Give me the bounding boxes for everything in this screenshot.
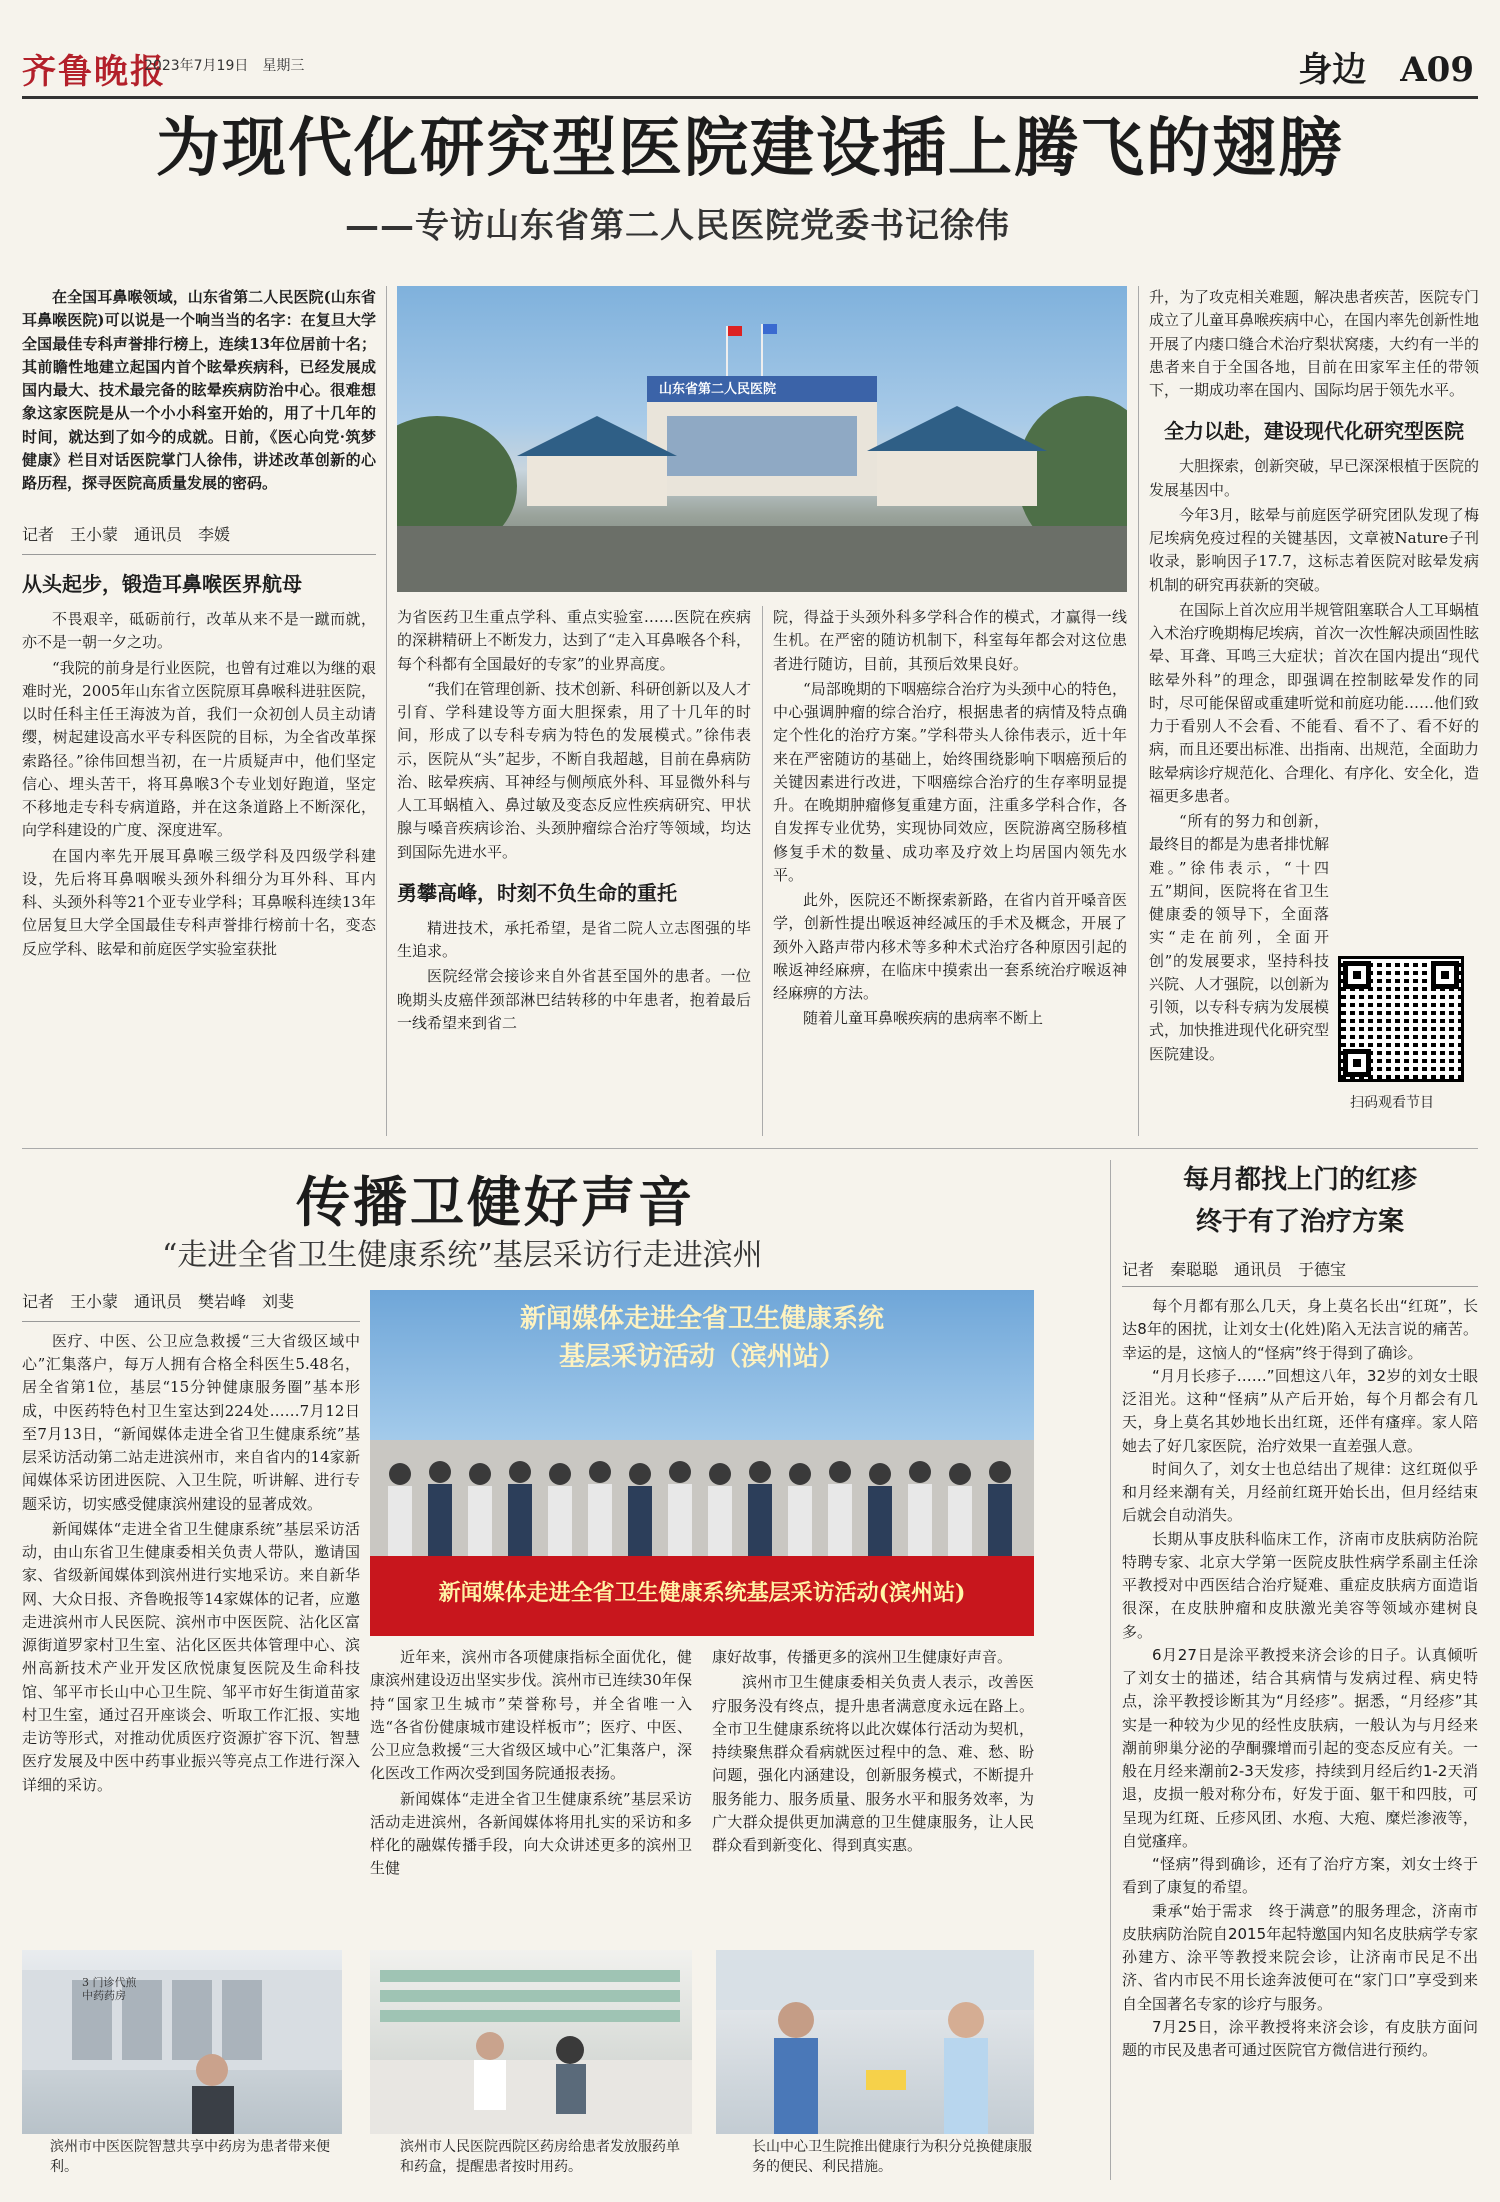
sidebar-paragraph: 秉承“始于需求 终于满意”的服务理念，济南市皮肤病防治院自2015年起特邀国内知名皮肤病学专家孙建方、涂平等教授来院会诊，让济南市民足不出济、省内市民不用长途奔波便可在“家门口”享受到来自全国著名专家的诊疗与服务。	[1122, 1901, 1478, 2013]
article1-byline: 记者 王小蒙 通讯员 李媛	[22, 517, 376, 555]
masthead-date: 2023年7月19日 星期三	[144, 58, 305, 74]
group-photo-banner-subtitle: 基层采访活动（滨州站）	[558, 1342, 845, 1372]
sidebar-paragraph: 每个月都有那么几天，身上莫名长出“红斑”，长达8年的困扰，让刘女士(化姓)陷入无法言说的痛苦。幸运的是，这恼人的“怪病”终于得到了确诊。	[1122, 1297, 1478, 1362]
article2-byline: 记者 王小蒙 通讯员 樊岩峰 刘斐	[22, 1284, 360, 1322]
article1-headline: 为现代化研究型医院建设插上腾飞的翅膀	[156, 111, 1344, 186]
bottom-photo-3-caption: 长山中心卫生院推出健康行为积分兑换健康服务的便民、利民措施。	[752, 2139, 1032, 2175]
article2-paragraph: 康好故事，传播更多的滨州卫生健康好声音。	[712, 1648, 1013, 1666]
column-divider	[1138, 286, 1139, 1136]
article1-paragraph: “局部晚期的下咽癌综合治疗为头颈中心的特色，中心强调肿瘤的综合治疗，根据患者的病情及特点确定个性化的治疗方案。”学科带头人徐伟表示，近十年来在严密随访的基础上，始终围绕影响下咽癌预后的关键因素进行改进，下咽癌综合治疗的生存率明显提升。在晚期肿瘤修复重建方面，注重多学科合作，各自发挥专业优势，实现协同效应，医院游离空肠移植修复手术的数量、成功率及疗效上均居国内领先水平。	[773, 679, 1127, 884]
article1-col2	[397, 606, 751, 1037]
article2-paragraph: 新闻媒体“走进全省卫生健康系统”基层采访活动，由山东省卫生健康委相关负责人带队，邀请国家、省级新闻媒体到滨州进行实地采访。来自新华网、大众日报、齐鲁晚报等14家媒体的记者，应邀走进滨州市人民医院、滨州市中医医院、沾化区富源街道罗家村卫生室、沾化区医共体管理中心、滨州高新技术产业开发区欣悦康复医院及生命科技馆、邹平市长山中心卫生院、邹平市好生街道苗家村卫生室，通过召开座谈会、听取工作汇报、实地走访等形式，对推动优质医疗资源扩容下沉、智慧医疗发展及中医中药事业振兴等亮点工作进行深入详细的采访。	[22, 1519, 360, 1794]
masthead-rule	[22, 96, 1478, 99]
article2-paragraph: 新闻媒体“走进全省卫生健康系统”基层采访活动走进滨州，各新闻媒体将用扎实的采访和多样化的融媒传播手段，向大众讲述更多的滨州卫生健	[370, 1789, 692, 1878]
bottom-photo-3	[716, 1950, 1034, 2134]
article1-paragraph: 今年3月，眩晕与前庭医学研究团队发现了梅尼埃病免疫过程的关键基因，文章被Nature子刊收录，影响因子17.7，这标志着医院对眩晕发病机制的研究再获新的突破。	[1149, 505, 1479, 594]
article2-col3	[712, 1646, 1034, 1859]
column-divider	[762, 606, 763, 1136]
sidebar-paragraph: 7月25日，涂平教授将来济会诊，有皮肤方面问题的市民及患者可通过医院官方微信进行预约。	[1122, 2017, 1478, 2060]
article1-section2-title: 勇攀高峰，时刻不负生命的重托	[397, 880, 677, 905]
article2-col1	[22, 1284, 360, 1799]
hospital-photo	[397, 286, 1127, 592]
sidebar-paragraph: “怪病”得到确诊，还有了治疗方案，刘女士终于看到了康复的希望。	[1122, 1855, 1478, 1897]
pharmacy-sign: 3 门诊代煎 中药药房	[82, 1976, 137, 2003]
group-people	[370, 1440, 1034, 1560]
article1-lead: 在全国耳鼻喉领域，山东省第二人民医院(山东省耳鼻喉医院)可以说是一个响当当的名字：在复旦大学全国最佳专科声誉排行榜上，连续13年位居前十名；其前瞻性地建立起国内首个眩晕疾病科，已经发展成国内最大、技术最完备的眩晕疾病防治中心。很难想象这家医院是从一个小小科室开始的，用了十几年的时间，就达到了如今的成就。日前，《医心向党·筑梦健康》栏目对话医院掌门人徐伟，讲述改革创新的心路历程，探寻医院高质量发展的密码。	[22, 288, 376, 492]
article1-subhead: ——专访山东省第二人民医院党委书记徐伟	[345, 206, 1010, 246]
article1-paragraph: 医院经常会接诊来自外省甚至国外的患者。一位晚期头皮癌伴颈部淋巴结转移的中年患者，抱着最后一线希望来到省二	[397, 967, 751, 1032]
bottom-photo-2-caption: 滨州市人民医院西院区药房给患者发放服药单和药盒，提醒患者按时用药。	[400, 2139, 680, 2175]
sidebar-paragraph: 时间久了，刘女士也总结出了规律：这红斑似乎和月经来潮有关，月经前红斑开始长出，但月经结束后就会自动消失。	[1122, 1459, 1478, 1525]
article2-col2	[370, 1646, 692, 1883]
bottom-photo-1-caption: 滨州市中医医院智慧共享中药房为患者带来便利。	[50, 2139, 330, 2175]
article2-subtitle: “走进全省卫生健康系统”基层采访行走进滨州	[162, 1238, 763, 1273]
hospital-sign: 山东省第二人民医院	[659, 382, 777, 397]
bottom-photo-1	[22, 1950, 342, 2134]
column-divider	[386, 286, 387, 1136]
red-banner-text: 新闻媒体走进全省卫生健康系统基层采访活动(滨州站)	[438, 1580, 966, 1606]
article1-col3	[773, 606, 1127, 1033]
article1-paragraph: 随着儿童耳鼻喉疾病的患病率不断上	[803, 1009, 1044, 1028]
article1-col4	[1149, 286, 1479, 1068]
sidebar-byline: 记者 秦聪聪 通讯员 于德宝	[1122, 1251, 1478, 1287]
sidebar-title-line2: 终于有了治疗方案	[1195, 1206, 1404, 1237]
hospital-building-illustration	[397, 286, 1127, 592]
article1-paragraph: 升，为了攻克相关难题，解决患者疾苦，医院专门成立了儿童耳鼻喉疾病中心，在国内率先创新性地开展了内瘘口缝合术治疗梨状窝瘘，大约有一半的患者来自于全国各地，目前在田家军主任的带领下，一期成功率在国内、国际均居于领先水平。	[1149, 288, 1480, 399]
article1-section1-title: 从头起步，锻造耳鼻喉医界航母	[22, 572, 302, 597]
article1-paragraph: “我院的前身是行业医院，也曾有过难以为继的艰难时光，2005年山东省立医院原耳鼻喉科进驻医院，以时任科主任王海波为首，我们一众初创人员主动请缨，树起建设高水平专科医院的目标，为全省改革探索路径。”徐伟回想当初，在一片质疑声中，他们坚定信心、埋头苦干，将耳鼻喉3个专业划好跑道，坚定不移地走专科专病道路，并在这条道路上不断深化，向学科建设的广度、深度进军。	[22, 658, 376, 840]
health-center-illustration	[716, 1950, 1034, 2134]
article1-paragraph: 不畏艰辛，砥砺前行，改革从来不是一蹴而就，亦不是一朝一夕之功。	[22, 610, 376, 652]
article1-paragraph: 此外，医院还不断探索新路，在省内首开嗓音医学，创新性提出喉返神经减压的手术及概念，开展了颈外入路声带内移术等多种术式治疗各种原因引起的喉返神经麻痹，在临床中摸索出一套系统治疗喉返神经麻痹的方法。	[773, 891, 1127, 1002]
masthead-logo: 齐鲁晚报	[22, 52, 166, 92]
bottom-photo-2	[370, 1950, 692, 2134]
article2-paragraph: 滨州市卫生健康委相关负责人表示，改善医疗服务没有终点，提升患者满意度永远在路上。全市卫生健康系统将以此次媒体行活动为契机，持续聚焦群众看病就医过程中的急、难、愁、盼问题，强化内涵建设，创新服务模式，不断提升服务能力、服务质量、服务水平和服务效率，为广大群众提供更加满意的卫生健康服务，让人民群众看到新变化、得到真实惠。	[712, 1673, 1034, 1854]
group-photo-banner-title: 新闻媒体走进全省卫生健康系统	[519, 1304, 884, 1334]
page-number: 身边 A09	[1298, 50, 1474, 90]
sidebar-paragraph: 6月27日是涂平教授来济会诊的日子。认真倾听了刘女士的描述，结合其病情与发病过程、病史特点，涂平教授诊断其为“月经疹”。据悉，“月经疹”其实是一种较为少见的经性皮肤病，一般认为与月经来潮前卵巢分泌的孕酮骤增而引起的变态反应有关。一般在月经来潮前2-3天发疹，持续到月经后约1-2天消退，皮损一般对称分布，好发于面、躯干和四肢，可呈现为红斑、丘疹风团、水疱、大疱、糜烂渗液等，自觉瘙痒。	[1122, 1645, 1478, 1850]
section-divider	[22, 1148, 1478, 1149]
article1-paragraph: 为省医药卫生重点学科、重点实验室……医院在疾病的深耕精研上不断发力，达到了“走入耳鼻喉各个科，每个科都有全国最好的专家”的业界高度。	[397, 608, 751, 673]
sidebar-article	[1122, 1160, 1478, 2062]
article1-paragraph: 在国内率先开展耳鼻喉三级学科及四级学科建设，先后将耳鼻咽喉头颈外科细分为耳外科、耳内科、头颈外科等21个亚专业学科；耳鼻喉科连续13年位居复旦大学全国最佳专科声誉排行榜前十名，变态反应学科、眩晕和前庭医学实验室获批	[22, 846, 376, 958]
sidebar-paragraph: “月月长疹子……”回想这八年，32岁的刘女士眼泛泪光。这种“怪病”从产后开始，每个月都会有几天，身上莫名其妙地长出红斑，还伴有瘙痒。家人陪她去了好几家医院，治疗效果一直差强人意。	[1122, 1366, 1478, 1455]
article1-paragraph: “所有的努力和创新，最终目的都是为患者排忧解难。”徐伟表示，“十四五”期间，医院将在省卫生健康委的领导下，全面落实“走在前列，全面开创”的发展要求，坚持科技兴院、人才强院，以创新为引领，以专科专病为发展模式，加快推进现代化研究型医院建设。	[1149, 812, 1330, 1063]
sidebar-body	[1122, 1295, 1478, 2062]
article1-col1	[22, 286, 376, 963]
article2-paragraph: 医疗、中医、公卫应急救援“三大省级区域中心”汇集落户，每万人拥有合格全科医生5.48名，居全省第1位，基层“15分钟健康服务圈”基本形成，中医药特色村卫生室达到224处……7月12日至7月13日，“新闻媒体走进全省卫生健康系统”基层采访活动第二站走进滨州市，来自省内的14家新闻媒体采访团进医院、入卫生院，听讲解、进行专题采访，切实感受健康滨州建设的显著成效。	[22, 1331, 360, 1513]
qr-code[interactable]	[1338, 956, 1464, 1082]
article1-paragraph: 精进技术，承托希望，是省二院人立志图强的毕生追求。	[397, 918, 751, 960]
article2-title: 传播卫健好声音	[296, 1170, 695, 1234]
article1-paragraph: 大胆探索，创新突破，早已深深根植于医院的发展基因中。	[1149, 457, 1480, 499]
qr-caption: 扫码观看节目	[1350, 1095, 1434, 1111]
article2-paragraph: 近年来，滨州市各项健康指标全面优化，健康滨州建设迈出坚实步伐。滨州市已连续30年保持“国家卫生城市”荣誉称号，并全省唯一入选“各省份健康城市建设样板市”；医疗、中医、公卫应急救援“三大省级区域中心”汇集落户，深化医改工作两次受到国务院通报表扬。	[370, 1648, 692, 1783]
column-divider	[1110, 1160, 1111, 2180]
sidebar-paragraph: 长期从事皮肤科临床工作，济南市皮肤病防治院特聘专家、北京大学第一医院皮肤性病学系副主任涂平教授对中西医结合治疗疑难、重症皮肤病方面造诣很深，在皮肤肿瘤和皮肤激光美容等领域亦建树良多。	[1122, 1529, 1478, 1641]
group-photo	[370, 1290, 1034, 1636]
article1-section3-title: 全力以赴，建设现代化研究型医院	[1164, 419, 1464, 444]
sidebar-title-line1: 每月都找上门的红疹	[1182, 1165, 1417, 1195]
article1-paragraph: “我们在管理创新、技术创新、科研创新以及人才引育、学科建设等方面大胆探索，用了十几年的时间，形成了以专科专病为特色的发展模式。”徐伟表示，医院从“头”起步，不断自我超越，目前在鼻病防治、眩晕疾病、耳神经与侧颅底外科、耳显微外科与人工耳蜗植入、鼻过敏及变态反应性疾病研究、甲状腺与嗓音疾病诊治、头颈肿瘤综合治疗等领域，均达到国际先进水平。	[397, 679, 751, 861]
article1-paragraph: 院，得益于头颈外科多学科合作的模式，才赢得一线生机。在严密的随访机制下，科室每年都会对这位患者进行随访，目前，其预后效果良好。	[773, 608, 1127, 673]
article1-paragraph: 在国际上首次应用半规管阻塞联合人工耳蜗植入术治疗晚期梅尼埃病，首次一次性解决顽固性眩晕、耳聋、耳鸣三大症状；首次在国内提出“现代眩晕外科”的理念，即强调在控制眩晕发作的同时，尽可能保留或重建听觉和前庭功能……他们致力于看别人不会看、不能看、看不了、看不好的病，而且还要出标准、出指南、出规范，全面助力眩晕病诊疗规范化、合理化、有序化、安全化，造福更多患者。	[1149, 600, 1480, 805]
pharmacy-counter-illustration	[370, 1950, 692, 2134]
pharmacy-illustration	[22, 1950, 342, 2134]
